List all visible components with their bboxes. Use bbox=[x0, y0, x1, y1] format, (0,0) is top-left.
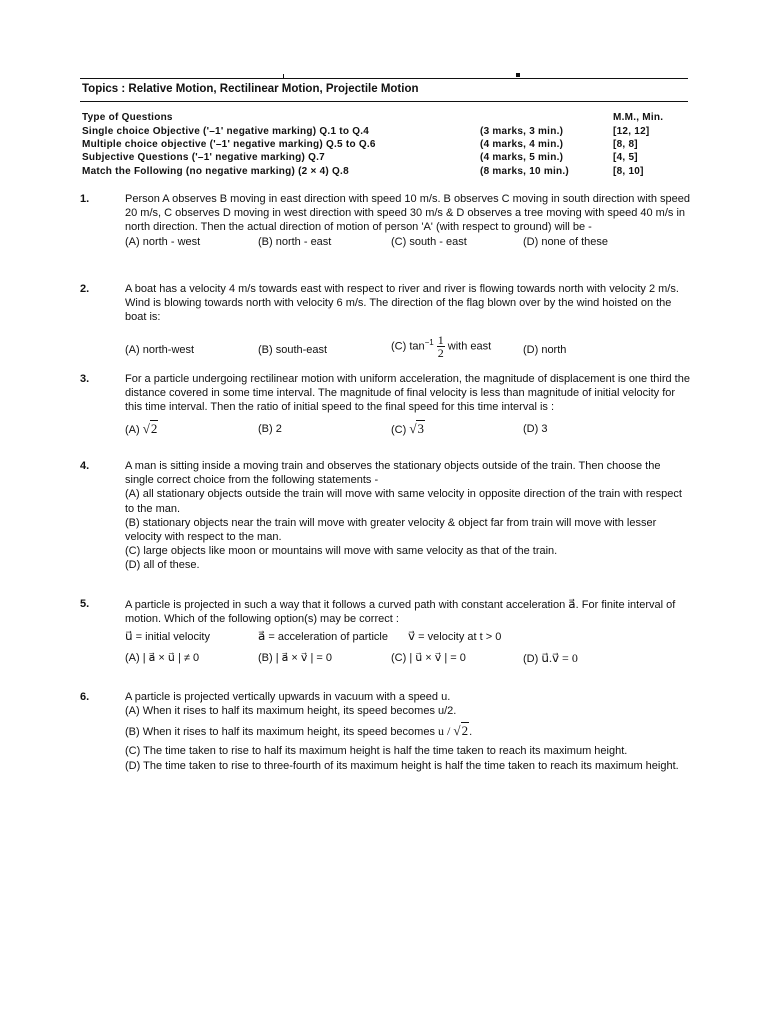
options-row bbox=[125, 332, 690, 360]
statement-d[interactable]: (D) all of these. bbox=[125, 559, 200, 572]
question-text: A particle is projected vertically upwards in vacuum with a speed u. bbox=[125, 691, 451, 703]
statement-b[interactable]: (B) When it rises to half its maximum height, its speed becomes u / √2. bbox=[125, 723, 473, 739]
sqrt-expression: √2 bbox=[453, 723, 469, 739]
option-a[interactable]: (A) | a⃗ × u⃗ | ≠ 0 bbox=[125, 652, 200, 665]
sqrt-expression: √2 bbox=[142, 420, 158, 436]
statement-a[interactable]: (A) all stationary objects outside the train will move with same velocity in opposite direction of the train with respect to the man. bbox=[125, 488, 682, 515]
topics-heading: Topics : Relative Motion, Rectilinear Motion, Projectile Motion bbox=[82, 83, 419, 95]
statement-b[interactable]: (B) stationary objects near the train will move with greater velocity & object far from train will move with lesser velocity with respect to the man. bbox=[125, 516, 657, 544]
question-type-marks: (8 marks, 10 min.) bbox=[480, 166, 569, 177]
option-b[interactable]: (B) 2 bbox=[258, 422, 282, 435]
option-d[interactable]: (D) none of these bbox=[523, 235, 608, 248]
question-number: 2. bbox=[80, 283, 90, 295]
question-type-total: [8, 10] bbox=[613, 166, 644, 177]
statement-d[interactable]: (D) The time taken to rise to three-fourth of its maximum height is half the time taken to reach its maximum height. bbox=[125, 759, 679, 772]
question-type-marks: (4 marks, 5 min.) bbox=[480, 152, 564, 163]
option-a[interactable]: (A) north-west bbox=[125, 343, 195, 356]
option-c[interactable]: (C) √3 bbox=[391, 420, 424, 436]
fraction: $\frac{1}{2}$ bbox=[437, 332, 444, 360]
question-types-title: Type of Questions bbox=[82, 112, 173, 123]
header-mark bbox=[516, 73, 520, 77]
heading-rule bbox=[80, 101, 688, 102]
sqrt-expression: √3 bbox=[409, 420, 424, 436]
question-number: 1. bbox=[80, 193, 90, 205]
question-text: A particle is projected in such a way that it follows a curved path with constant acceleration a⃗. For finite interval of motion. Which of the following option(s) may be correct : bbox=[125, 597, 676, 626]
question-type-total: [8, 8] bbox=[613, 139, 638, 150]
question-number: 5. bbox=[80, 598, 90, 610]
question-type-marks: (4 marks, 4 min.) bbox=[480, 139, 564, 150]
question-text: Person A observes B moving in east direction with speed 10 m/s. B observes C moving in south direction with speed 20 m/s, C observes D moving in west direction with speed 30 m/s & D observes a tree moving with speed 40 m/s in north direction. Then the actual direction of motion of person 'A' (with respect to ground) will be - bbox=[125, 193, 690, 234]
options-row bbox=[125, 422, 690, 437]
option-c[interactable]: (C) south - east bbox=[391, 235, 467, 248]
option-b[interactable]: (B) north - east bbox=[258, 235, 332, 248]
definitions-row bbox=[125, 629, 690, 644]
question-number: 6. bbox=[80, 691, 90, 703]
question-type-row: Single choice Objective ('–1' negative marking) Q.1 to Q.4 bbox=[82, 126, 370, 137]
definition-a: a⃗ = acceleration of particle bbox=[258, 629, 388, 644]
question-type-total: [4, 5] bbox=[613, 152, 638, 163]
option-d[interactable]: (D) north bbox=[523, 343, 567, 356]
option-c[interactable]: (C) | u⃗ × v⃗ | = 0 bbox=[391, 652, 466, 665]
statement-c[interactable]: (C) large objects like moon or mountains will move with same velocity as that of the train. bbox=[125, 545, 558, 558]
statement-c[interactable]: (C) The time taken to rise to half its maximum height is half the time taken to reach its maximum height. bbox=[125, 744, 628, 757]
question-type-marks: (3 marks, 3 min.) bbox=[480, 126, 564, 137]
question-type-total: [12, 12] bbox=[613, 126, 650, 137]
question-text: For a particle undergoing rectilinear motion with uniform acceleration, the magnitude of displacement is one third the distance covered in some time interval. The magnitude of final velocity is less than magnitude of initial velocity for this time interval. Then the ratio of initial speed to the final speed for this time interval is : bbox=[125, 373, 690, 414]
definition-v: v⃗ = velocity at t > 0 bbox=[408, 629, 502, 644]
top-rule bbox=[80, 78, 688, 79]
option-c[interactable]: (C) $\tan^{-1}$ $\frac{1}{2}$ with east bbox=[391, 332, 492, 360]
question-text: A boat has a velocity 4 m/s towards east with respect to river and river is flowing towards north with velocity 2 m/s. Wind is blowing towards north with velocity 6 m/s. The direction of the flag blown over by the wind hoisted on the boat is: bbox=[125, 283, 679, 324]
option-b[interactable]: (B) south-east bbox=[258, 343, 328, 356]
option-d[interactable]: (D) 3 bbox=[523, 422, 548, 435]
definition-u: u⃗ = initial velocity bbox=[125, 629, 210, 644]
option-d[interactable]: (D) u⃗.v⃗ = 0 bbox=[523, 651, 578, 666]
question-text: A man is sitting inside a moving train and observes the stationary objects outside of the train. Then choose the single correct choice from the following statements - bbox=[125, 460, 661, 487]
option-b[interactable]: (B) | a⃗ × v⃗ | = 0 bbox=[258, 652, 332, 665]
question-type-row: Match the Following (no negative marking) (2 × 4) Q.8 bbox=[82, 166, 349, 177]
question-type-row: Multiple choice objective ('–1' negative marking) Q.5 to Q.6 bbox=[82, 139, 376, 150]
option-a[interactable]: (A) north - west bbox=[125, 235, 201, 248]
options-row bbox=[125, 651, 690, 666]
mm-min-label: M.M., Min. bbox=[613, 112, 664, 123]
statement-a[interactable]: (A) When it rises to half its maximum height, its speed becomes u/2. bbox=[125, 705, 457, 718]
question-number: 3. bbox=[80, 373, 90, 385]
question-number: 4. bbox=[80, 460, 90, 472]
options-row bbox=[125, 235, 690, 250]
option-a[interactable]: (A) √2 bbox=[125, 420, 158, 436]
question-type-row: Subjective Questions ('–1' negative marking) Q.7 bbox=[82, 152, 325, 163]
